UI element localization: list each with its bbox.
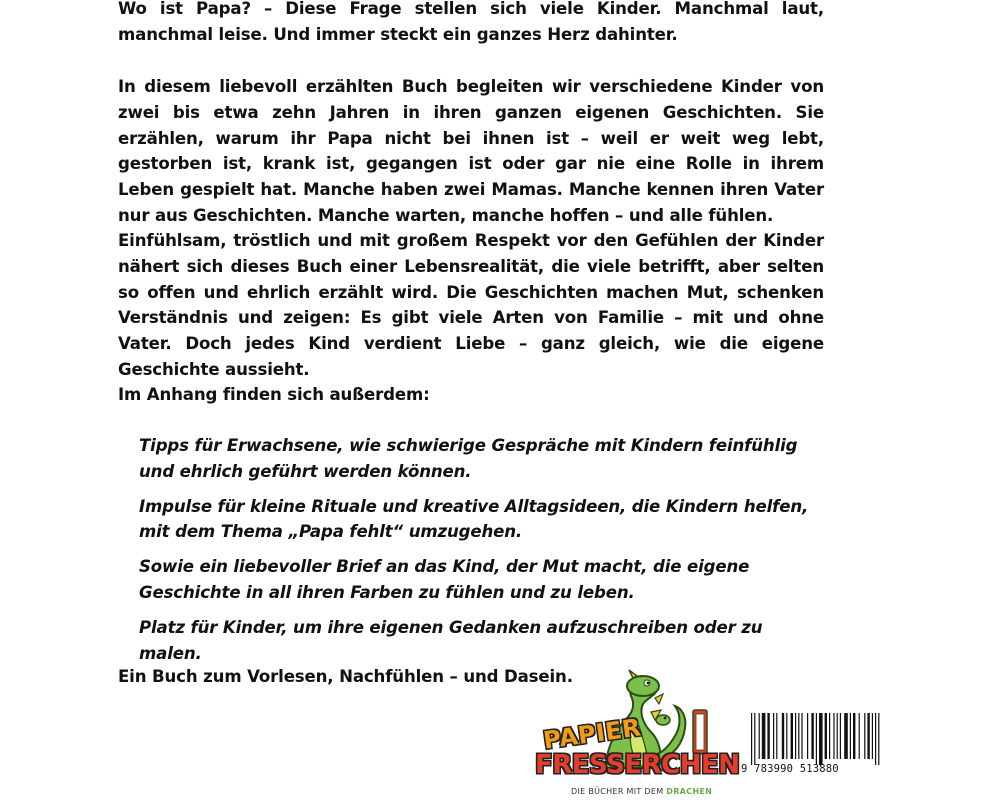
barcode-bar: [754, 713, 755, 765]
barcode-bar: [867, 713, 869, 759]
barcode-bar: [875, 713, 876, 765]
logo-line-fresserchen: FRESSERCHEN: [535, 750, 740, 780]
barcode-bar: [759, 713, 760, 759]
logo-tagline: [571, 787, 712, 796]
barcode-bar: [801, 713, 802, 759]
isbn-number: 9 783990 513880: [741, 763, 839, 775]
appendix-item: Sowie ein liebevoller Brief an das Kind, der Mut macht, die eigene Geschichte in all ihren Farben zu fühlen und zu leben.: [139, 557, 750, 602]
barcode-bar: [816, 713, 817, 765]
barcode-bar: [872, 713, 873, 759]
barcode-bar: [844, 713, 848, 759]
barcode-bar: [850, 713, 851, 759]
barcode-bar: [819, 713, 823, 765]
appendix-item: Platz für Kinder, um ihre eigenen Gedanken aufzuschreiben oder zu malen.: [139, 617, 763, 663]
summary-paragraph: Einfühlsam, tröstlich und mit großem Respekt vor den Gefühlen der Kinder nähert sich dieses Buch einer Lebensrealität, die viele betrifft, aber selten so offen und ehrlich erzählt wird. Die Geschichten machen Mut, schenken Verständnis und zeigen: Es gibt viele Arten von Familie – mit und ohne Vater. Doch jedes Kind verdient Liebe – ganz gleich, wie die eigene Geschichte aussieht.: [118, 231, 824, 379]
barcode-bar: [878, 713, 879, 765]
logo-line-papier: PAPIER: [541, 713, 643, 755]
barcode-bar: [776, 713, 777, 759]
barcode-bar: [782, 713, 784, 759]
barcode-bar: [762, 713, 766, 759]
barcode-bar: [840, 713, 841, 759]
closing-line: Ein Buch zum Vorlesen, Nachfühlen – und Dasein.: [118, 667, 573, 686]
appendix-heading: Im Anhang finden sich außerdem:: [118, 385, 430, 404]
barcode-bar: [767, 713, 769, 759]
barcode-bar: [795, 713, 796, 759]
barcode-bar: [811, 713, 813, 759]
publisher-logo: [535, 668, 740, 800]
intro-paragraph: Wo ist Papa? – Diese Frage stellen sich viele Kinder. Manchmal laut, manchmal leise. Und immer steckt ein ganzes Herz dahinter.: [118, 0, 824, 44]
barcode-bar: [807, 713, 808, 759]
barcode-bar: [751, 713, 752, 765]
appendix-list: [139, 433, 829, 675]
description-paragraph: In diesem liebevoll erzählten Buch begleiten wir verschiedene Kinder von zwei bis etwa zehn Jahren in ihren ganzen eigenen Geschichten. Sie erzählen, warum ihr Papa nicht bei ihnen ist – weil er weit weg lebt, gestorben ist, krank ist, gegangen ist oder gar nie eine Rolle in ihrem Leben gespielt hat. Manche haben zwei Mamas. Manche kennen ihren Vater nur aus Geschichten. Manche warten, manche hoffen – und alle fühlen.: [118, 77, 824, 225]
barcode-bar: [825, 713, 827, 759]
isbn-barcode: [741, 713, 884, 783]
logo-tagline-dragon: DRACHEN: [666, 787, 713, 796]
barcode-bar: [864, 713, 865, 759]
appendix-item: Tipps für Erwachsene, wie schwierige Gespräche mit Kindern feinfühlig und ehrlich geführt werden können.: [139, 436, 798, 481]
logo-tagline-prefix: DIE BÜCHER MIT DEM: [571, 787, 664, 796]
barcode-bar: [859, 713, 860, 759]
barcode-bar: [791, 713, 793, 759]
appendix-item: Impulse für kleine Rituale und kreative Alltagsideen, die Kindern helfen, mit dem Thema „Papa fehlt“ umzugehen.: [139, 496, 809, 542]
barcode-bar: [833, 713, 834, 759]
barcode-bar: [837, 713, 838, 759]
barcode-bar: [853, 713, 855, 759]
barcode-bar: [773, 713, 774, 759]
barcode-bar: [829, 713, 830, 759]
barcode-bar: [798, 713, 799, 759]
barcode-bars: [751, 713, 881, 765]
barcode-bar: [786, 713, 787, 759]
